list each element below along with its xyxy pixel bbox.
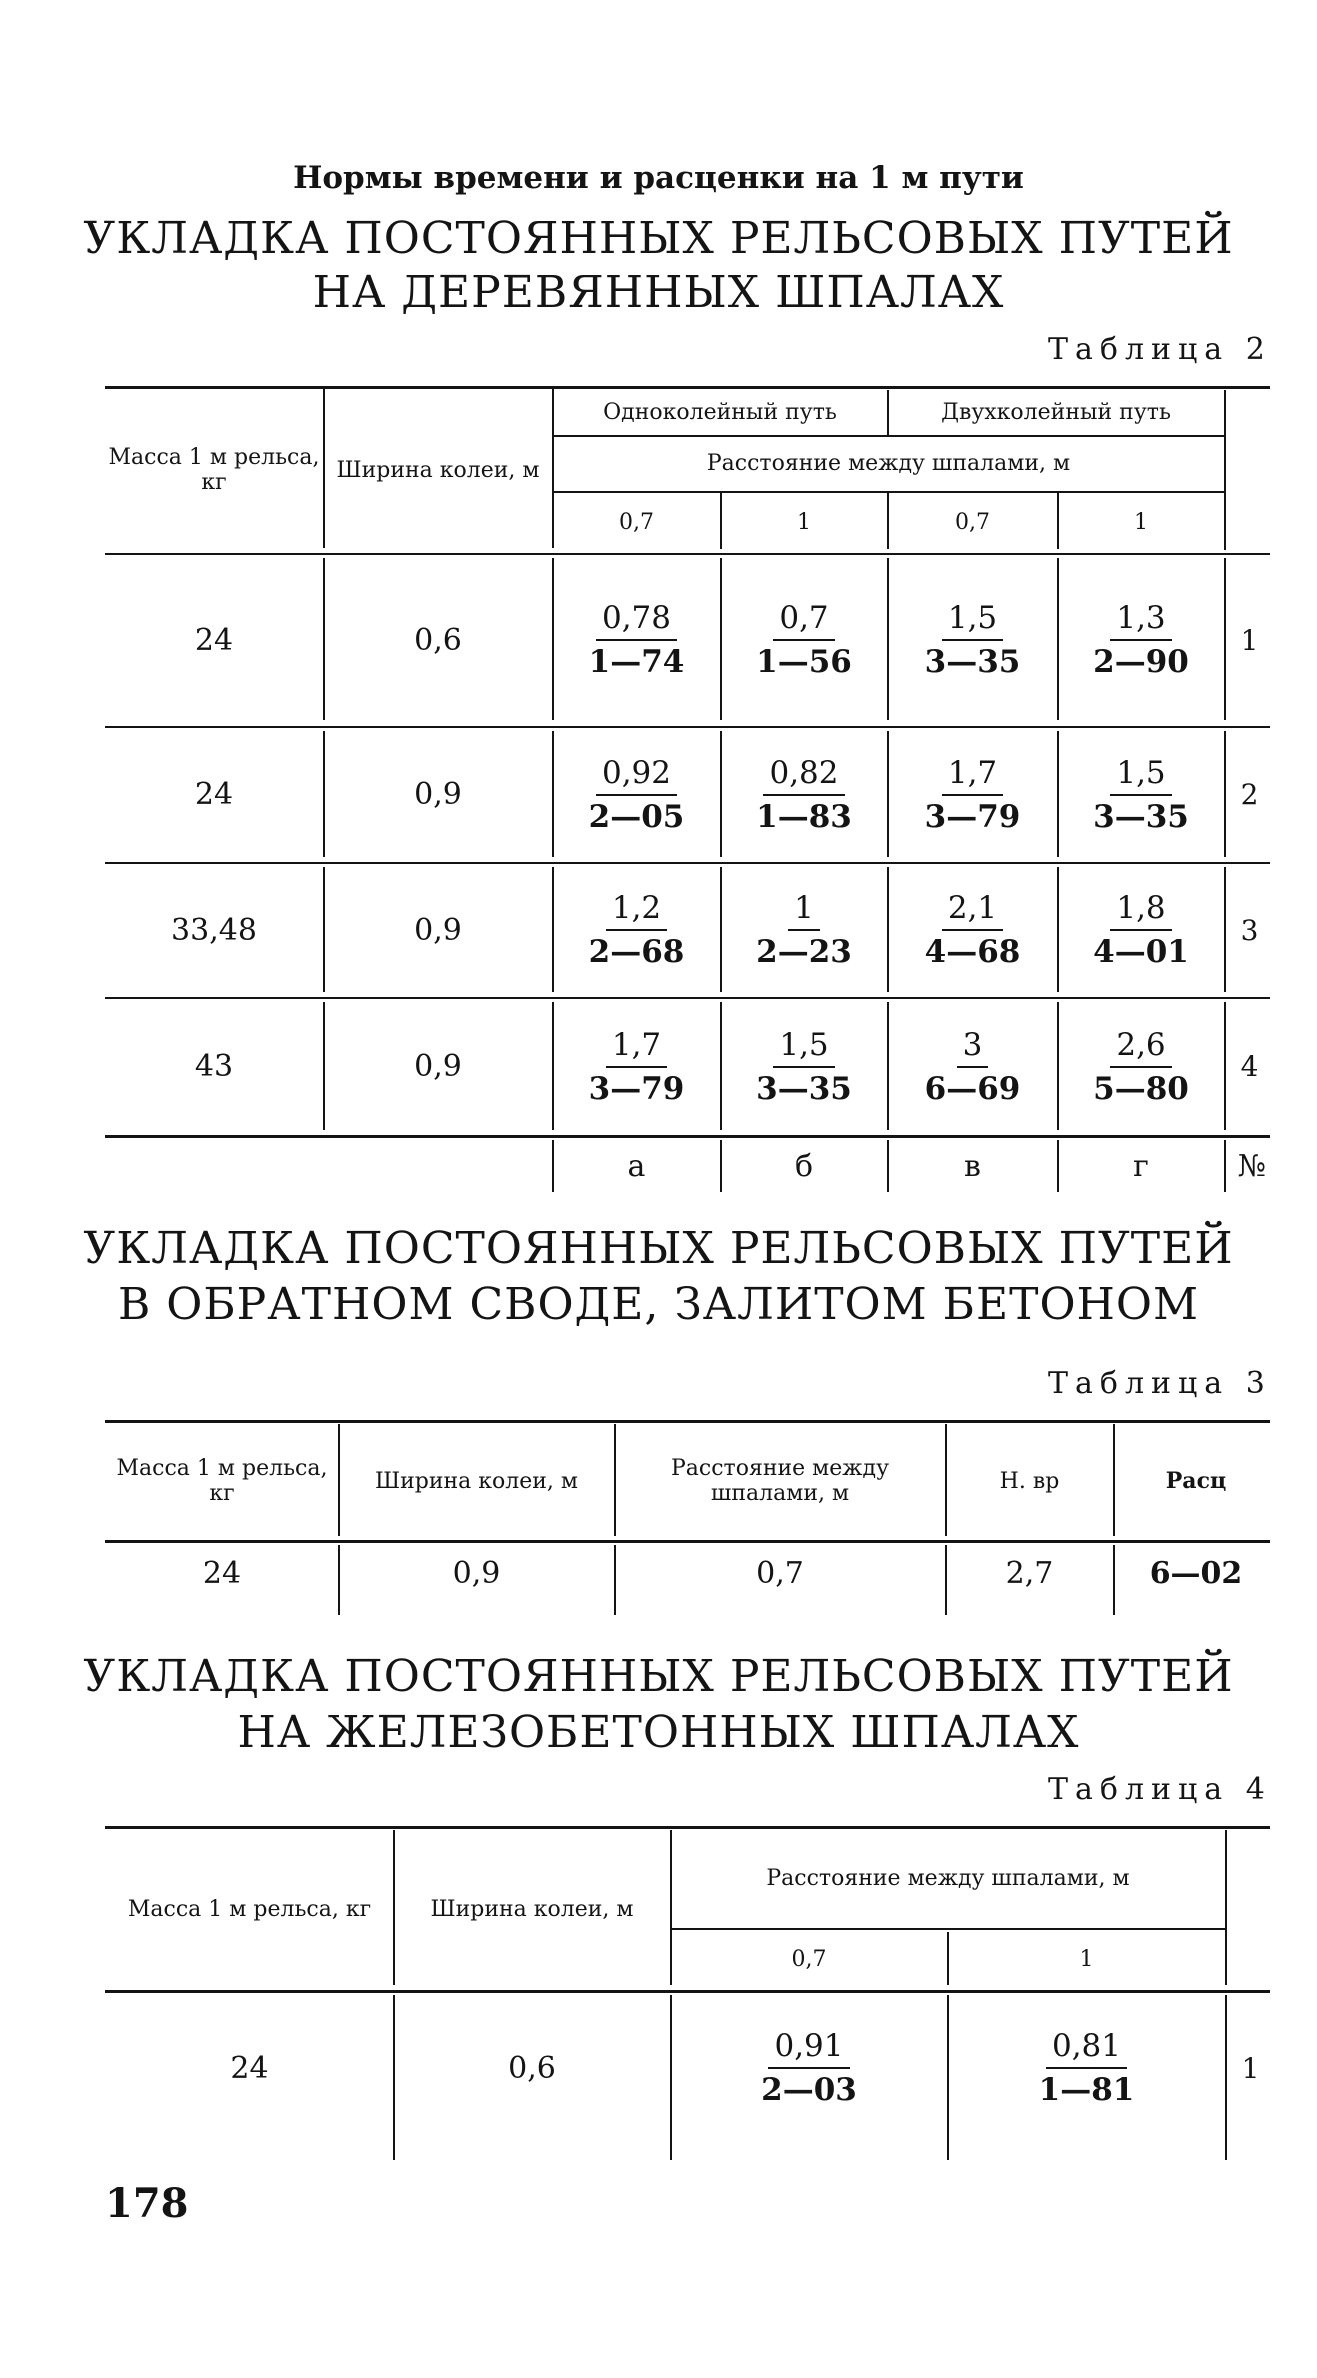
section1-title-line2: НА ДЕРЕВЯННЫХ ШПАЛАХ — [312, 267, 1005, 318]
t2-r2-v: $\frac{1,7}{3—79}$ — [890, 729, 1055, 860]
t2-header-mass: Масса 1 м рельса, кг — [108, 445, 320, 495]
t2-footer-b: б — [794, 1148, 814, 1184]
t2-header-d1: 0,7 — [619, 509, 654, 535]
t2-r2-b: $\frac{0,82}{1—83}$ — [723, 729, 885, 860]
t3-row-gauge: 0,9 — [452, 1555, 501, 1591]
t3-header-rasc: Расц — [1165, 1467, 1227, 1494]
t2-header-gauge: Ширина колеи, м — [336, 457, 540, 483]
t4-header-d1: 0,7 — [791, 1947, 827, 1972]
t2-footer-v: в — [964, 1148, 981, 1184]
t2-r4-g: $\frac{2,6}{5—80}$ — [1060, 1000, 1222, 1133]
t3-header-mass: Масса 1 м рельса, кг — [116, 1456, 328, 1506]
t2-r4-number: 4 — [1240, 1050, 1259, 1083]
t2-r1-gauge: 0,6 — [414, 622, 462, 658]
section1-title-line1: УКЛАДКА ПОСТОЯННЫХ РЕЛЬСОВЫХ ПУТЕЙ — [83, 213, 1234, 264]
t2-r1-v: $\frac{1,5}{3—35}$ — [890, 556, 1055, 724]
t3-row-nvr: 2,7 — [1005, 1555, 1054, 1591]
t3-row-mass: 24 — [202, 1555, 242, 1591]
t2-header-double-track: Двухколейный путь — [941, 399, 1171, 425]
section2-title-line2: В ОБРАТНОМ СВОДЕ, ЗАЛИТОМ БЕТОНОМ — [117, 1279, 1200, 1330]
t2-r4-v: $\frac{3}{6—69}$ — [890, 1000, 1055, 1133]
t2-r4-gauge: 0,9 — [414, 1049, 462, 1084]
t2-r4-a: $\frac{1,7}{3—79}$ — [555, 1000, 718, 1133]
page-header: Нормы времени и расценки на 1 м пути — [293, 160, 1024, 196]
table3-label: Таблица 3 — [1048, 1366, 1272, 1401]
section3-title-line1: УКЛАДКА ПОСТОЯННЫХ РЕЛЬСОВЫХ ПУТЕЙ — [83, 1651, 1234, 1702]
t2-r1-g: $\frac{1,3}{2—90}$ — [1060, 556, 1222, 724]
t2-header-d4: 1 — [1134, 509, 1148, 535]
t2-r2-g: $\frac{1,5}{3—35}$ — [1060, 729, 1222, 860]
t2-footer-no: № — [1237, 1148, 1267, 1184]
t4-row-d2: $\frac{0,81}{1—81}$ — [950, 1993, 1223, 2143]
t2-r2-number: 2 — [1240, 778, 1259, 811]
t3-header-distance: Расстояние между шпалами, м — [670, 1456, 890, 1506]
t2-r1-a: $\frac{0,78}{1—74}$ — [555, 556, 718, 724]
t2-r3-a: $\frac{1,2}{2—68}$ — [555, 865, 718, 995]
t2-header-d3: 0,7 — [955, 509, 990, 535]
t2-r1-number: 1 — [1240, 623, 1259, 657]
t2-r2-mass: 24 — [194, 777, 234, 812]
t4-header-distance: Расстояние между шпалами, м — [766, 1865, 1130, 1891]
t4-row-gauge: 0,6 — [508, 2050, 556, 2086]
t4-header-mass: Масса 1 м рельса, кг — [127, 1896, 372, 1922]
t3-header-gauge: Ширина колеи, м — [374, 1468, 579, 1494]
t2-footer-a: а — [627, 1148, 646, 1184]
page-number: 178 — [105, 2180, 189, 2227]
t2-r1-b: $\frac{0,7}{1—56}$ — [723, 556, 885, 724]
t4-header-d2: 1 — [1079, 1947, 1094, 1972]
t2-r3-mass: 33,48 — [171, 912, 257, 948]
t2-header-distance: Расстояние между шпалами, м — [706, 450, 1071, 476]
t2-header-single-track: Одноколейный путь — [603, 399, 837, 425]
t2-header-d2: 1 — [797, 509, 811, 535]
t2-r4-mass: 43 — [194, 1049, 234, 1084]
table2-label: Таблица 2 — [1048, 332, 1272, 367]
t2-r3-v: $\frac{2,1}{4—68}$ — [890, 865, 1055, 995]
t3-row-distance: 0,7 — [756, 1555, 804, 1591]
section2-title-line1: УКЛАДКА ПОСТОЯННЫХ РЕЛЬСОВЫХ ПУТЕЙ — [83, 1223, 1234, 1274]
t2-r1-mass: 24 — [194, 622, 234, 658]
t2-r3-g: $\frac{1,8}{4—01}$ — [1060, 865, 1222, 995]
t2-r3-b: $\frac{1}{2—23}$ — [723, 865, 885, 995]
t2-footer-g: г — [1133, 1148, 1149, 1184]
t3-header-nvr: Н. вр — [999, 1468, 1060, 1494]
section3-title-line2: НА ЖЕЛЕЗОБЕТОННЫХ ШПАЛАХ — [237, 1707, 1080, 1758]
t3-row-rasc: 6—02 — [1149, 1555, 1243, 1591]
t2-r3-number: 3 — [1240, 913, 1259, 947]
t4-header-gauge: Ширина колеи, м — [430, 1896, 634, 1922]
t2-r2-a: $\frac{0,92}{2—05}$ — [555, 729, 718, 860]
t2-r3-gauge: 0,9 — [414, 912, 462, 948]
t4-row-number: 1 — [1241, 2051, 1260, 2085]
t4-row-d1: $\frac{0,91}{2—03}$ — [673, 1993, 945, 2143]
t4-row-mass: 24 — [230, 2050, 269, 2086]
t2-r2-gauge: 0,9 — [414, 777, 462, 812]
t2-r4-b: $\frac{1,5}{3—35}$ — [723, 1000, 885, 1133]
table4-label: Таблица 4 — [1048, 1772, 1272, 1807]
